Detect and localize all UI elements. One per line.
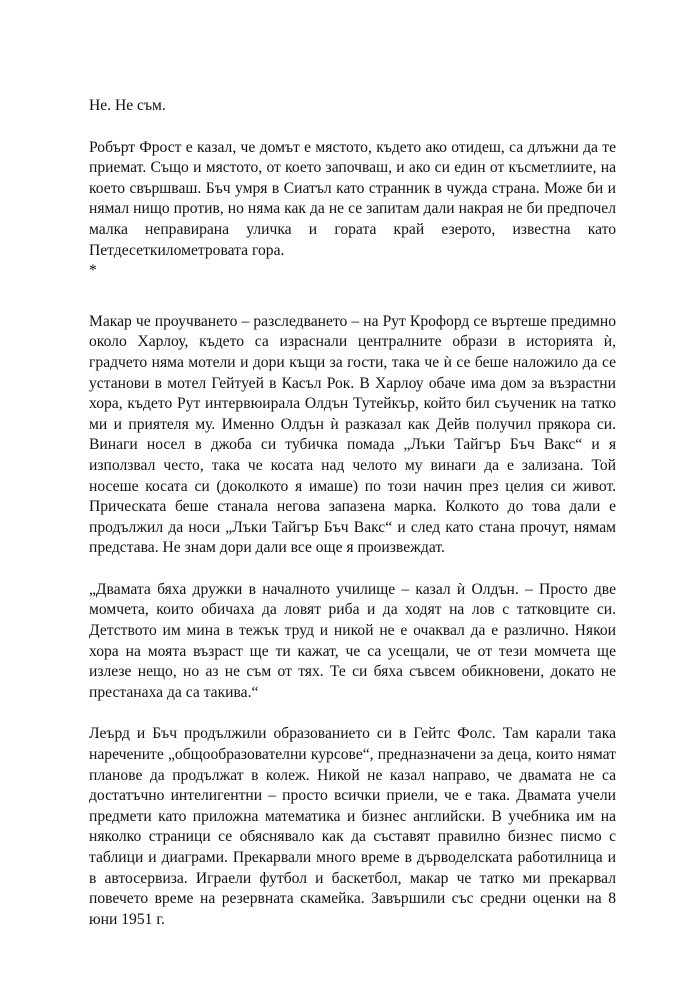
paragraph-education: Леърд и Бъч продължили образованието си в Гейтс Фолс. Там карали така наречените „общообразователни курсове“, предназначени за деца, които нямат планове да продължат в колеж. Никой не казал направо, че двамата не са достатъчно интелигентни – просто всички приели, че е така. Двамата учели предмети като приложна математика и бизнес английски. В учебника им на няколко страници се обяснявало как да съставят правилно бизнес писмо с таблици и диаграми. Прекарвали много време в дърводелската работилница и в автосервиза. Играели футбол и баскетбол, макар че татко ми прекарвал повечето време на резервната скамейка. Завършили със средни оценки на 8 юни 1951 г. — [89, 725, 616, 928]
paragraph-frost: Робърт Фрост е казал, че домът е мястото, където ако отидеш, са длъжни да те приемат. Също и мястото, от което започваш, и ако си един от късметлиите, на което свършваш. Бъч умря в Сиатъл като странник в чужда страна. Може би и нямал нищо против, но няма как да не се запитам дали накрая не би предпочел малка неправирана уличка и гората край езерото, известна като Петдесеткилометровата гора. — [89, 138, 616, 259]
paragraph-research: Макар че проучването – разследването – на Рут Крофорд се въртеше предимно около Харлоу, където са израснали централните образи в историята ѝ, градчето няма мотели и дори къщи за гости, така че ѝ се беше наложило да се установи в мотел Гейтуей в Касъл Рок. В Харлоу обаче има дом за възрастни хора, където Рут интервюирала Олдън Тутейкър, който бил съученик на татко ми и приятеля му. Именно Олдън ѝ разказал как Дейв получил прякора си. Винаги носел в джоба си тубичка помада „Лъки Тайгър Бъч Вакс“ и я използвал често, така че косата над челото му винаги да е зализана. Той носеше косата си (доколкото я имаше) по този начин през целия си живот. Прическата беше станала негова запазена марка. Колкото до това дали е продължил да носи „Лъки Тайгър Бъч Вакс“ и след като стана прочут, нямам представа. Не знам дори дали все още я произвеждат. — [89, 312, 616, 557]
section-separator: * — [89, 262, 97, 280]
paragraph-alden-quote: „Двамата бяха дружки в началното училище – казал ѝ Олдън. – Просто две момчета, които обичаха да ловят риба и да ходят на лов с татковците си. Детството им мина в тежък труд и никой не е очаквал да е различно. Някои хора на моята възраст ще ти кажат, че са усещали, че от тези момчета ще излезе нещо, но аз не съм от тях. Те си бяха съвсем обикновени, докато не престанаха да са такива.“ — [89, 580, 616, 701]
opening-line: Не. Не съм. — [89, 97, 166, 114]
document-page — [89, 96, 616, 930]
